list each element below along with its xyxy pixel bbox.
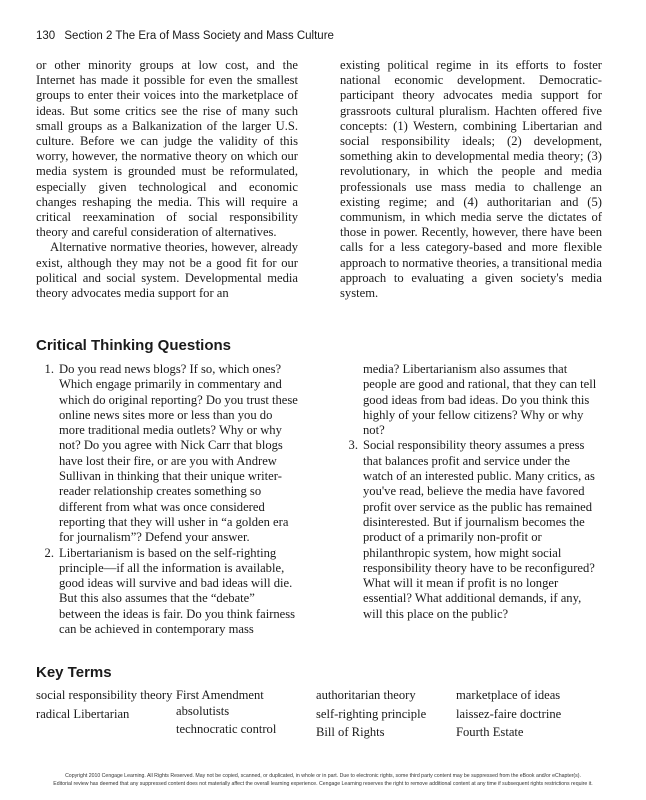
key-term: Fourth Estate (456, 725, 524, 739)
copyright-line: Copyright 2010 Cengage Learning. All Rights Reserved. May not be copied, scanned, or duplicated, in whole or in part. Due to electronic rights, some third party content may be suppressed from the eBook and/or eChapter(s). (65, 773, 581, 779)
copyright-footer (8, 772, 638, 788)
key-terms-heading: Key Terms (36, 664, 112, 681)
key-term: self-righting principle (316, 706, 427, 721)
question-text: Do you read news blogs? If so, which ones? Which engage primarily in commentary and which do original reporting? Do you trust these online news sites more or less than you do more traditional media outlets? Why or why not? Do you agree with Nick Carr that blogs have lost their fire, or are you with Andrew Sullivan in thinking that their unique writer-reader relationship creates something so different from what was once considered reporting that they will usher in “a golden era for journalism”? Defend your answer. (59, 362, 298, 545)
key-terms-column (456, 688, 606, 744)
questions-columns (36, 362, 602, 637)
question-number: 1. (44, 362, 54, 376)
question-item (36, 546, 298, 638)
key-term: social responsibility theory (36, 688, 173, 702)
running-header (36, 30, 616, 42)
question-item (340, 362, 602, 438)
question-item (340, 438, 602, 622)
question-number: 3. (348, 438, 358, 453)
questions-left-column (36, 362, 298, 637)
critical-thinking-heading: Critical Thinking Questions (36, 337, 232, 354)
key-term: Bill of Rights (316, 725, 385, 739)
questions-right-column (340, 362, 602, 637)
key-term: marketplace of ideas (456, 688, 561, 702)
key-terms-column (316, 688, 456, 744)
body-right-column (340, 58, 602, 301)
key-terms-column (176, 688, 316, 744)
question-item (36, 362, 298, 546)
key-term: laissez-faire doctrine (456, 706, 562, 721)
page-number: 130 (36, 30, 56, 42)
key-terms-grid (36, 688, 606, 744)
key-term: First Amendment absolutists (176, 688, 264, 718)
body-columns (36, 58, 602, 301)
body-left-column (36, 58, 298, 301)
key-term: technocratic control (176, 722, 277, 736)
running-title: Section 2 The Era of Mass Society and Mass Culture (64, 30, 334, 42)
question-text: Social responsibility theory assumes a press that balances profit and service under the watch of an interested public. Many critics, as you've read, believe the media have favored profit over service as the public has remained disinterested. But if journalism becomes the product of a primarily non-profit or philanthropic system, how might social responsibility theory have to be reconfigured? What will it mean if profit is no longer essential? What additional demands, if any, will this place on the public? (363, 438, 595, 621)
copyright-line: Editorial review has deemed that any suppressed content does not materially affect the overall learning experience. Cengage Learning reserves the right to remove additional content at any time if subsequent rights restrictions require it. (53, 781, 593, 787)
key-terms-column (36, 688, 176, 744)
body-paragraph: existing political regime in its efforts to foster national economic development. Democratic-participant theory advocates media support for grassroots cultural pluralism. Hachten offered five concepts: (1) Western, combining Libertarian and social responsibility ideals; (2) development, something akin to developmental media theory; (3) revolutionary, in which the people and media professionals use mass media to challenge an existing regime; and (4) authoritarian and (5) communism, in which media serve the dictates of those in power. Recently, however, there have been calls for a less category-based and more flexible approach to normative theories, a transitional media approach to evaluating a given society's media system. (340, 58, 602, 301)
question-text: Libertarianism is based on the self-righting principle—if all the information is available, good ideas will survive and bad ideas will die. But this also assumes that the “debate” between the ideas is fair. Do you think fairness can be achieved in contemporary mass (59, 545, 296, 637)
question-number: 2. (44, 545, 54, 560)
question-text: media? Libertarianism also assumes that people are good and rational, that they can tell good ideas from bad ideas. Do you think this highly of your fellow citizens? Why or why not? (363, 362, 597, 438)
body-paragraph: or other minority groups at low cost, and the Internet has made it possible for even the smallest groups to enter their voices into the marketplace of ideas. But some critics see the rise of many such small groups as a Balkanization of the larger U.S. culture. Before we can judge the validity of this worry, however, the normative theory on which our media system is grounded must be reformulated, especially given technological and economic changes reshaping the media. This will require a critical reexamination of social responsibility theory and careful consideration of alternatives. (36, 58, 298, 240)
key-term: authoritarian theory (316, 688, 416, 702)
key-term: radical Libertarian (36, 706, 130, 721)
body-paragraph: Alternative normative theories, however, already exist, although they may not be a good fit for our political and social system. Developmental media theory advocates media support for an (36, 240, 298, 301)
question-number (340, 362, 363, 438)
